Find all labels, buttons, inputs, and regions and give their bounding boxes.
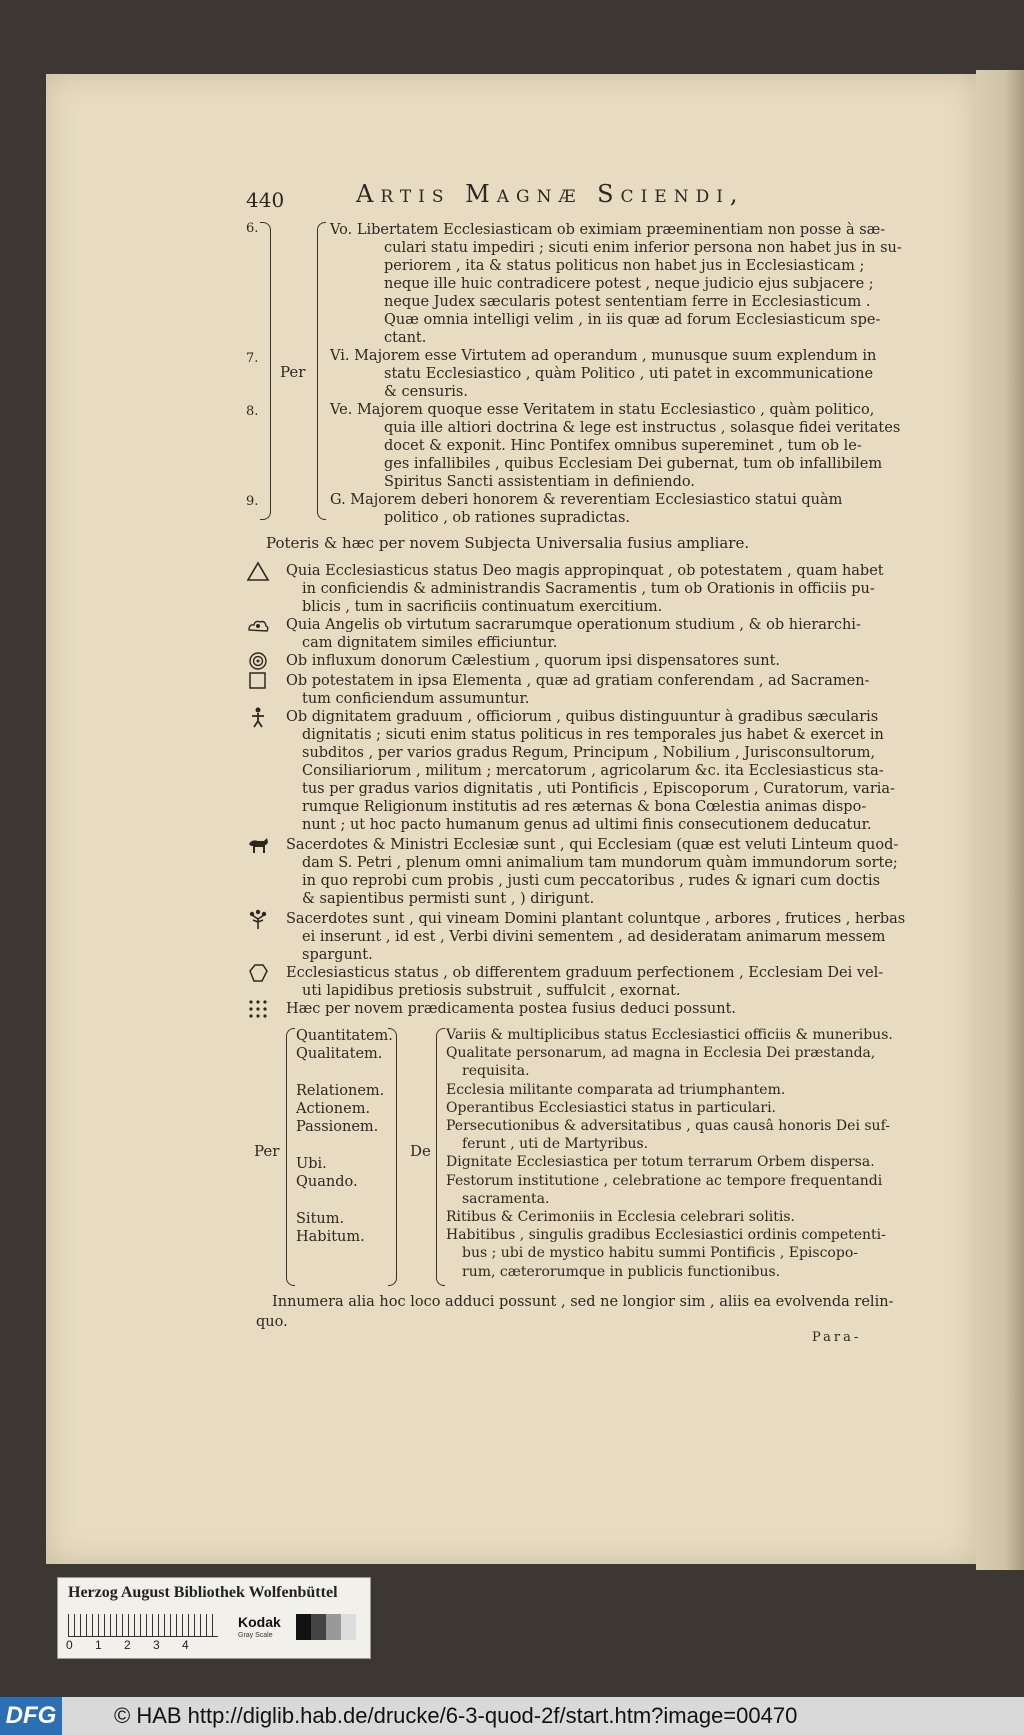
body-line: Ve. Majorem quoque esse Veritatem in statu Ecclesiastico , quàm politico, xyxy=(330,402,875,418)
body-line: statu Ecclesiastico , quàm Politico , uti patet in excommunicatione xyxy=(384,366,874,382)
running-title: Artis Magnæ Sciendi, xyxy=(356,180,745,208)
symbol-item-line: Quia Angelis ob virtutum sacrarumque operationum studium , & ob hierarchi- xyxy=(286,617,861,633)
symbol-item-line: Sacerdotes sunt , qui vineam Domini plantant coluntque , arbores , frutices , herbas xyxy=(286,911,906,927)
body-line: & censuris. xyxy=(384,384,468,400)
symbol-item-line: in quo reprobi cum probis , justi cum peccatoribus , rudes & ignari cum doctis xyxy=(302,873,881,889)
body-line: Vo. Libertatem Ecclesiasticam ob eximiam præeminentiam non posse à sæ- xyxy=(330,222,886,238)
triangle-icon xyxy=(246,560,270,582)
de-line: Persecutionibus & adversitatibus , quas causâ honoris Dei suf- xyxy=(446,1118,890,1134)
symbol-item-line: ei inserunt , id est , Verbi divini sementem , ad desideratam animarum messem xyxy=(302,929,886,945)
category-item: Passionem. xyxy=(296,1119,379,1135)
symbol-item-line: Ob influxum donorum Cælestium , quorum ipsi dispensatores sunt. xyxy=(286,653,781,669)
category-item: Habitum. xyxy=(296,1229,365,1245)
concentric-circles-icon xyxy=(246,650,270,672)
item-number: 7. xyxy=(246,351,259,366)
symbol-item-line: nunt ; ut hoc pacto humanum genus ad ultimi finis consecutionem deducatur. xyxy=(302,817,872,833)
animal-icon xyxy=(246,834,270,856)
de-line: sacramenta. xyxy=(462,1190,550,1207)
category-item: Ubi. xyxy=(296,1156,327,1172)
adjacent-page-edge xyxy=(976,70,1024,1570)
de-label: De xyxy=(410,1142,431,1160)
category-item: Quantitatem. xyxy=(296,1028,393,1044)
poteris-line: Poteris & hæc per novem Subjecta Universalia fusius ampliare. xyxy=(266,534,750,552)
de-line: Operantibus Ecclesiastici status in particulari. xyxy=(446,1099,777,1116)
category-item: Qualitatem. xyxy=(296,1046,383,1062)
de-line: Dignitate Ecclesiastica per totum terrarum Orbem dispersa. xyxy=(446,1154,875,1171)
de-line: rum, cæterorumque in publicis functionibus. xyxy=(462,1263,781,1280)
de-line: Habitibus , singulis gradibus Ecclesiastici ordinis competenti- xyxy=(446,1227,886,1244)
body-line: Spiritus Sancti assistentiam in definiendo. xyxy=(384,474,695,490)
human-figure-icon xyxy=(246,706,270,728)
de-line: Ecclesia militante comparata ad triumphantem. xyxy=(446,1081,786,1098)
body-line: periorem , ita & status politicus non habet jus in Ecclesiasticam ; xyxy=(384,258,865,274)
symbol-item-line: subditos , per varios gradus Regum, Principum , Nobilium , Jurisconsultorum, xyxy=(302,745,876,761)
category-item: Quando. xyxy=(296,1174,358,1190)
symbol-item-line: cam dignitatem similes efficiuntur. xyxy=(302,635,558,651)
body-line: ctant. xyxy=(384,330,427,346)
symbol-item-line: tus per gradus varios dignitatis , uti Pontificis , Episcoporum , Curatorum, varia- xyxy=(302,781,895,797)
symbol-item-line: Ob dignitatem graduum , officiorum , quibus distinguuntur à gradibus sæcularis xyxy=(286,709,879,725)
categories-brace-right xyxy=(388,1028,397,1286)
ruler-scale xyxy=(68,1614,218,1637)
item-number: 6. xyxy=(246,221,259,236)
item-number: 8. xyxy=(246,404,259,419)
page-number: 440 xyxy=(246,188,285,212)
symbol-item-line: spargunt. xyxy=(302,947,373,963)
category-item: Situm. xyxy=(296,1211,345,1227)
body-line: Vi. Majorem esse Virtutem ad operandum , munusque suum explendum in xyxy=(330,348,877,364)
body-line: Quæ omnia intelligi velim , in iis quæ ad forum Ecclesiasticum spe- xyxy=(384,312,881,328)
body-line: ges infallibiles , quibus Ecclesiam Dei gubernat, tum ob infallibilem xyxy=(384,456,883,472)
clouds-icon xyxy=(246,614,270,636)
dfg-logo: DFG xyxy=(0,1697,62,1735)
symbol-item-line: Quia Ecclesiasticus status Deo magis appropinquat , ob potestatem , quam habet xyxy=(286,563,884,579)
de-line: Variis & multiplicibus status Ecclesiastici officiis & muneribus. xyxy=(446,1027,893,1043)
library-label xyxy=(57,1577,371,1659)
tree-icon xyxy=(246,908,270,930)
body-line: docet & exponit. Hinc Pontifex omnibus supereminet , tum ob le- xyxy=(384,438,862,454)
library-title: Herzog August Bibliothek Wolfenbüttel xyxy=(68,1584,338,1601)
body-line: culari statu impediri ; sicuti enim inferior persona non habet jus in su- xyxy=(384,240,902,256)
per-label: Per xyxy=(280,363,306,381)
symbol-item-line: blicis , tum in sacrificiis continuatum exercitium. xyxy=(302,599,663,615)
de-line: bus ; ubi de mystico habitu summi Pontificis , Episcopo- xyxy=(462,1245,858,1262)
gray-scale-patches xyxy=(296,1614,356,1640)
outer-brace xyxy=(260,222,271,520)
body-line: quia ille altiori doctrina & lege est instructus , solasque fidei veritates xyxy=(384,420,901,436)
symbol-item-line: uti lapidibus pretiosis substruit , suffulcit , exornat. xyxy=(302,983,681,999)
category-item: Actionem. xyxy=(296,1101,371,1117)
ruler-numbers: 0 1 2 3 4 xyxy=(66,1638,189,1652)
catchword: Para- xyxy=(812,1330,862,1345)
footer-bar xyxy=(0,1697,1024,1735)
body-line: neque ille huic contradicere potest , neque judicio ejus subjacere ; xyxy=(384,276,874,292)
symbol-item-line: Ob potestatem in ipsa Elementa , quæ ad gratiam conferendam , ad Sacramen- xyxy=(286,673,870,689)
de-line: ferunt , uti de Martyribus. xyxy=(462,1136,649,1153)
symbol-item-line: Ecclesiasticus status , ob differentem graduum perfectionem , Ecclesiam Dei vel- xyxy=(286,965,884,981)
symbol-item-line: in conficiendis & administrandis Sacramentis , tum ob Orationis in officiis pu- xyxy=(302,581,875,597)
de-line: Festorum institutione , celebratione ac tempore frequentandi xyxy=(446,1172,883,1189)
per-label: Per xyxy=(254,1142,280,1160)
item-number: 9. xyxy=(246,494,259,509)
square-icon xyxy=(246,670,270,692)
symbol-item-line: Consiliariorum , militum ; mercatorum , agricolarum &c. ita Ecclesiasticus sta- xyxy=(302,763,884,779)
symbol-item-line: dam S. Petri , plenum omni animalium tam mundorum quàm immundorum sorte; xyxy=(302,855,898,871)
de-line: Ritibus & Cerimoniis in Ecclesia celebrari solitis. xyxy=(446,1209,796,1225)
de-line: Qualitate personarum, ad magna in Ecclesia Dei præstanda, xyxy=(446,1045,876,1062)
symbol-item-line: Hæc per novem prædicamenta postea fusius deduci possunt. xyxy=(286,1001,737,1017)
category-item: Relationem. xyxy=(296,1083,385,1099)
credit-link[interactable]: © HAB http://diglib.hab.de/drucke/6-3-quod-2f/start.htm?image=00470 xyxy=(114,1703,798,1728)
symbol-item-line: & sapientibus permisti sunt , ) dirigunt. xyxy=(302,891,595,907)
body-line: neque Judex sæcularis potest sententiam ferre in Ecclesiasticum . xyxy=(384,294,871,310)
inner-brace xyxy=(317,222,326,520)
kodak-sub: Gray Scale xyxy=(238,1632,273,1639)
symbol-item-line: Sacerdotes & Ministri Ecclesiæ sunt , qui Ecclesiam (quæ est veluti Linteum quod- xyxy=(286,837,899,853)
symbol-item-line: dignitatis ; sicuti enim status politicus in res temporales jus habet & exercet in xyxy=(302,727,884,743)
kodak-brand: Kodak xyxy=(238,1614,281,1630)
symbol-item-line: rumque Religionum institutis ad res æternas & bona Cœlestia animas dispo- xyxy=(302,799,867,815)
gem-icon xyxy=(246,962,270,984)
body-line: G. Majorem deberi honorem & reverentiam Ecclesiastico statui quàm xyxy=(330,492,843,508)
body-line: politico , ob rationes supradictas. xyxy=(384,510,630,526)
closing-line: Innumera alia hoc loco adduci possunt , sed ne longior sim , aliis ea evolvenda relin- xyxy=(272,1294,894,1310)
dots-grid-icon xyxy=(246,998,270,1020)
de-line: requisita. xyxy=(462,1063,530,1080)
closing-line: quo. xyxy=(256,1314,288,1330)
de-brace xyxy=(436,1028,445,1286)
categories-brace-left xyxy=(286,1028,295,1286)
symbol-item-line: tum conficiendum assumuntur. xyxy=(302,691,530,707)
